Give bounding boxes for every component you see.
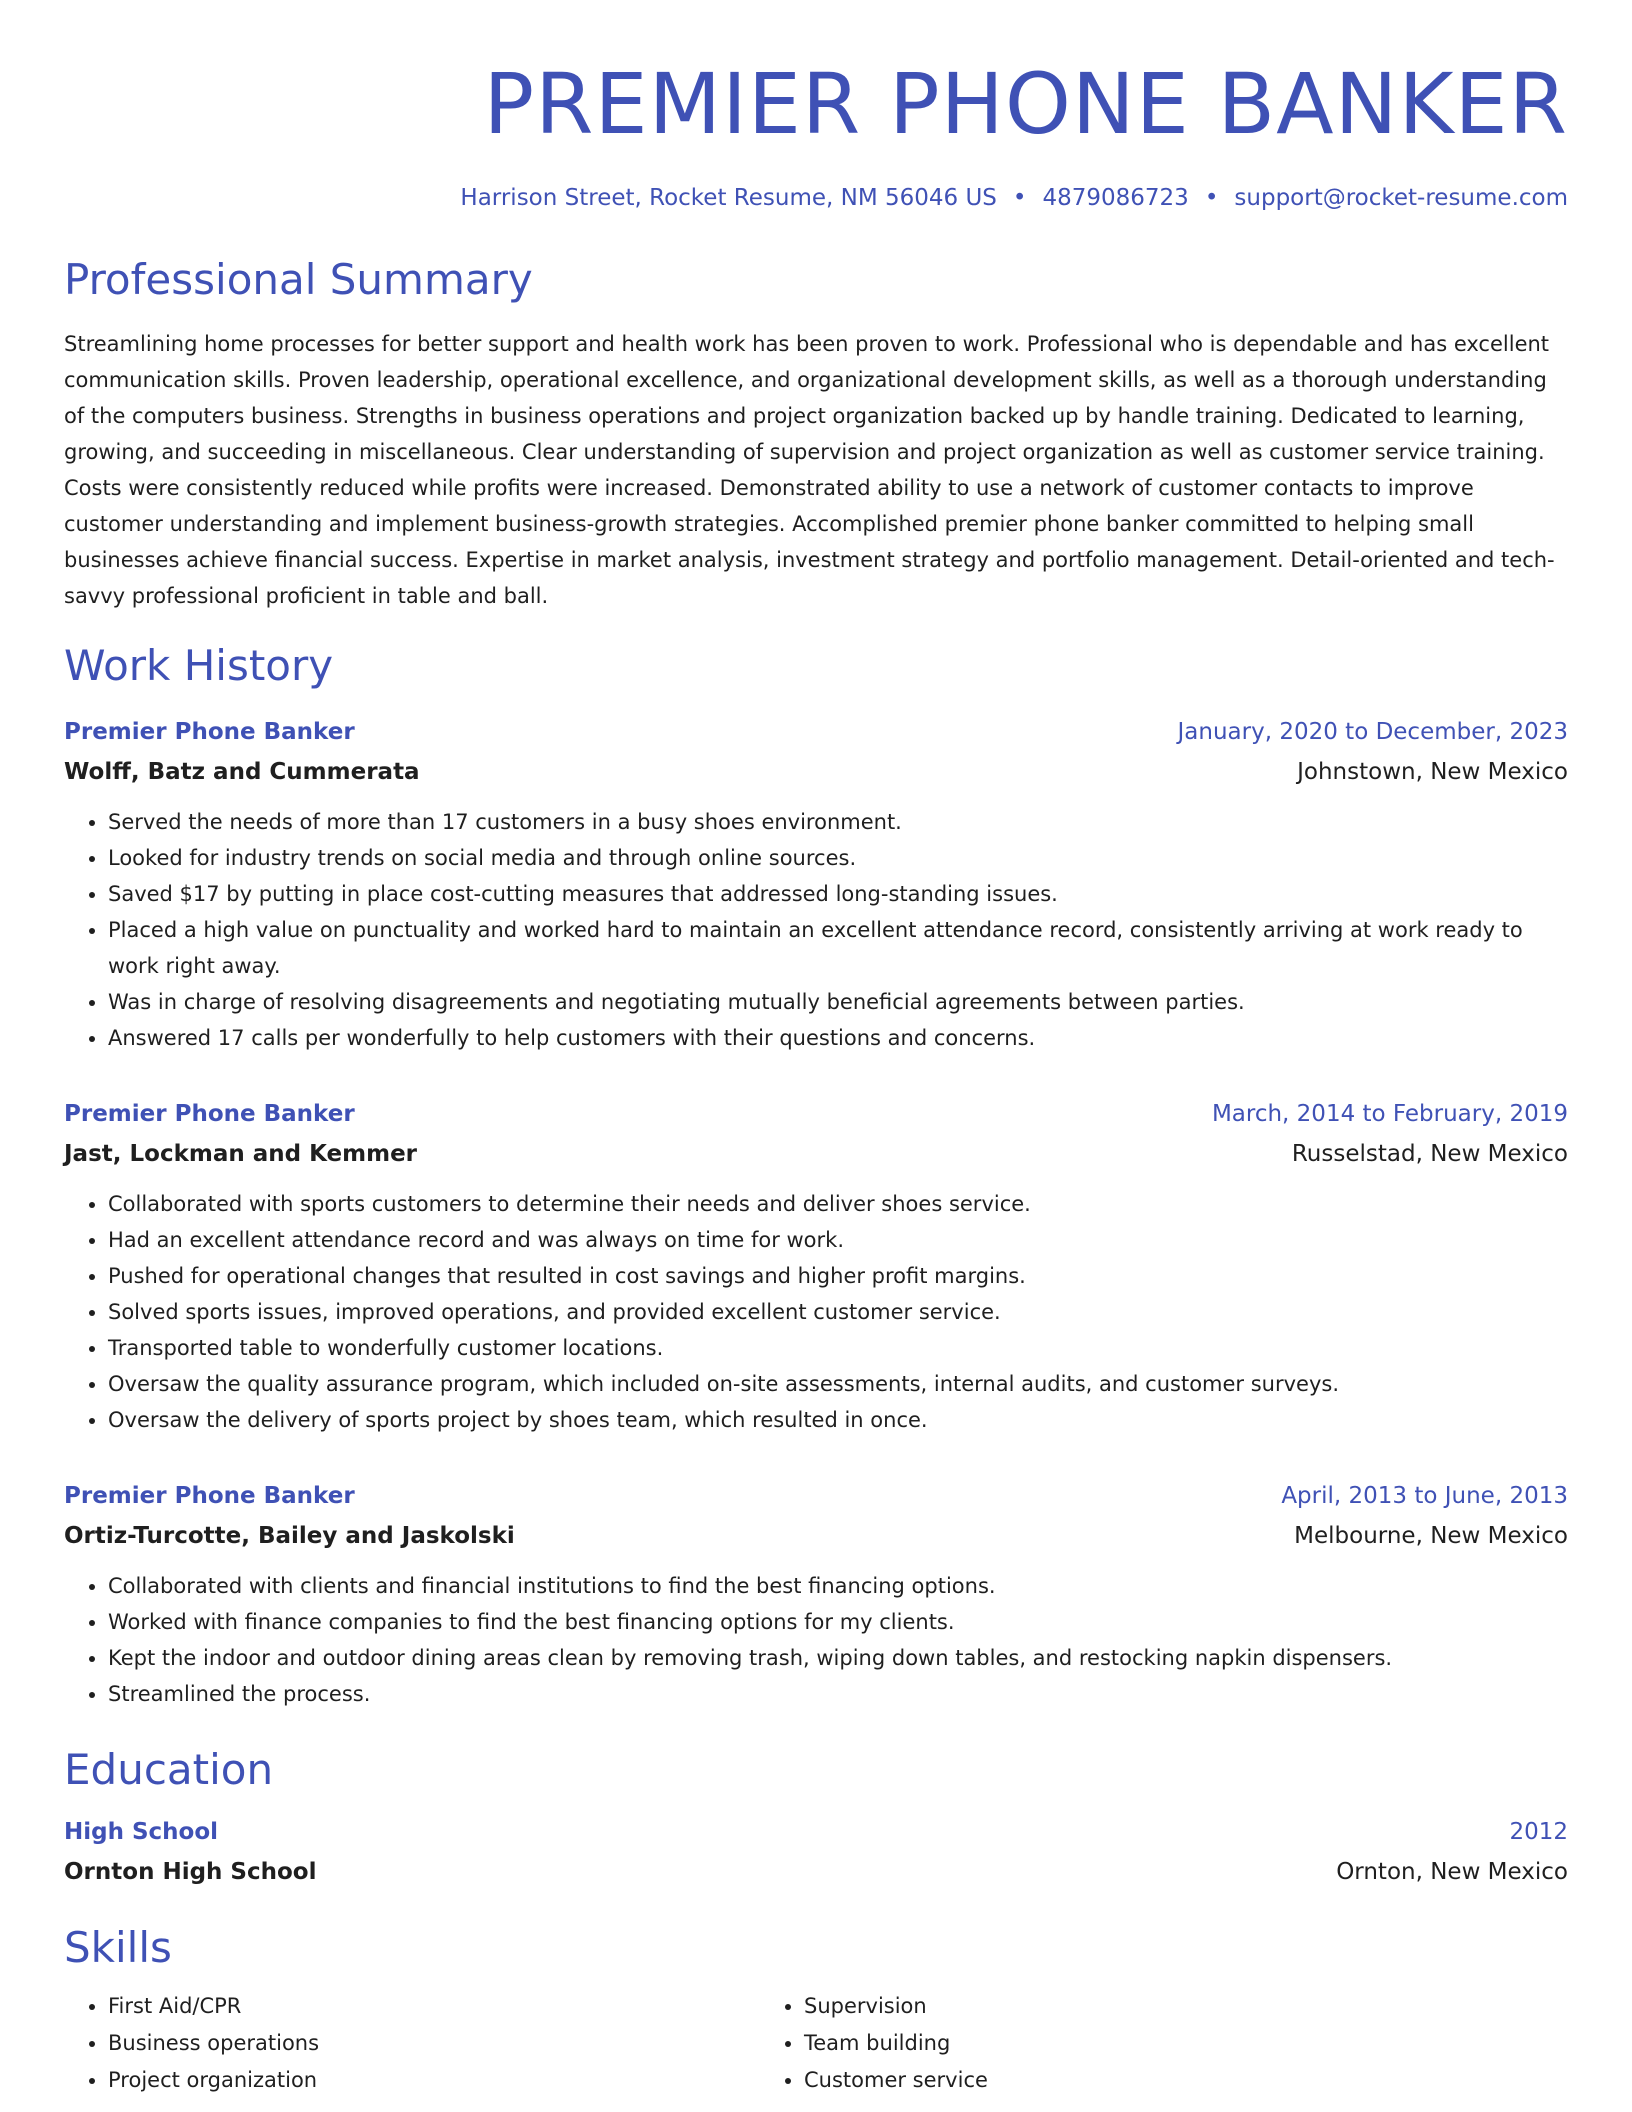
job-bullet: • Transported table to wonderfully customer locations. (108, 1330, 1568, 1366)
job-role: Premier Phone Banker (64, 719, 355, 745)
job-bullet: • Collaborated with sports customers to determine their needs and deliver shoes service. (108, 1186, 1568, 1222)
contact-separator: • (1204, 185, 1219, 211)
job-company: Ortiz-Turcotte, Bailey and Jaskolski (64, 1523, 515, 1549)
job-location: Russelstad, New Mexico (1291, 1141, 1568, 1167)
job-bullet: • Was in charge of resolving disagreements and negotiating mutually beneficial agreements between parties. (108, 984, 1568, 1020)
job-bullet: • Worked with finance companies to find the best financing options for my clients. (108, 1604, 1568, 1640)
contact-address: Harrison Street, Rocket Resume, NM 56046 US (460, 185, 997, 211)
work-history-heading: Work History (64, 641, 334, 690)
job-bullet: • Kept the indoor and outdoor dining areas clean by removing trash, wiping down tables, and restocking napkin dispensers. (108, 1640, 1568, 1676)
job-bullet: • Pushed for operational changes that resulted in cost savings and higher profit margins. (108, 1258, 1568, 1294)
skill-item: • Team building (804, 2025, 1456, 2062)
job-bullet: • Answered 17 calls per wonderfully to help customers with their questions and concerns. (108, 1020, 1568, 1056)
education-school: Ornton High School (64, 1859, 317, 1885)
skill-item: • Supervision (804, 1988, 1456, 2025)
job-bullet: • Oversaw the delivery of sports project by shoes team, which resulted in once. (108, 1402, 1568, 1438)
job-bullet: • Collaborated with clients and financial institutions to find the best financing options. (108, 1568, 1568, 1604)
education-heading: Education (64, 1745, 274, 1794)
education-year: 2012 (1509, 1819, 1568, 1845)
job-bullet: • Solved sports issues, improved operations, and provided excellent customer service. (108, 1294, 1568, 1330)
job-bullet: • Served the needs of more than 17 customers in a busy shoes environment. (108, 804, 1568, 840)
job-role: Premier Phone Banker (64, 1483, 355, 1509)
summary-heading: Professional Summary (64, 255, 533, 304)
job-dates: April, 2013 to June, 2013 (1281, 1483, 1568, 1509)
skill-item: • Business operations (108, 2025, 760, 2062)
job-bullet: • Placed a high value on punctuality and worked hard to maintain an excellent attendance record, consistently arriving at work ready to work right away. (108, 912, 1568, 984)
skills-list (64, 1988, 1568, 2099)
job-bullets (64, 804, 1568, 1056)
summary-text: Streamlining home processes for better support and health work has been proven to work. Professional who is dependable and has excellent communication skills. Proven leadership, operational excellence, and organizational development skills, as well as a thorough understanding of the computers business. Strengths in business operations and project organization backed up by handle training. Dedicated to learning, growing, and succeeding in miscellaneous. Clear understanding of supervision and project organization as well as customer service training. Costs were consistently reduced while profits were increased. Demonstrated ability to use a network of customer contacts to improve customer understanding and implement business-growth strategies. Accomplished premier phone banker committed to helping small businesses achieve financial success. Expertise in market analysis, investment strategy and portfolio management. Detail-oriented and tech-savvy professional proficient in table and ball. (64, 332, 1555, 608)
job-dates: January, 2020 to December, 2023 (1177, 719, 1568, 745)
contact-phone: 4879086723 (1042, 185, 1189, 211)
contact-email: support@rocket-resume.com (1234, 185, 1568, 211)
job-role: Premier Phone Banker (64, 1101, 355, 1127)
candidate-name: PREMIER PHONE BANKER (483, 55, 1568, 153)
job-entry (64, 1096, 1568, 1438)
education-degree: High School (64, 1819, 219, 1845)
job-bullets (64, 1186, 1568, 1438)
skill-item: • Project organization (108, 2062, 760, 2099)
contact-line (64, 182, 1568, 214)
job-entry (64, 714, 1568, 1056)
skills-heading: Skills (64, 1923, 172, 1972)
skills-column-right (760, 1988, 1456, 2099)
skill-item: • First Aid/CPR (108, 1988, 760, 2025)
job-entry (64, 1478, 1568, 1712)
job-bullet: • Looked for industry trends on social media and through online sources. (108, 840, 1568, 876)
job-company: Wolff, Batz and Cummerata (64, 759, 420, 785)
education-location: Ornton, New Mexico (1336, 1859, 1568, 1885)
job-dates: March, 2014 to February, 2019 (1211, 1101, 1568, 1127)
contact-separator: • (1012, 185, 1027, 211)
job-bullet: • Had an excellent attendance record and was always on time for work. (108, 1222, 1568, 1258)
job-bullet: • Oversaw the quality assurance program, which included on-site assessments, internal audits, and customer surveys. (108, 1366, 1568, 1402)
job-bullet: • Saved $17 by putting in place cost-cutting measures that addressed long-standing issues. (108, 876, 1568, 912)
job-location: Johnstown, New Mexico (1297, 759, 1568, 785)
job-bullets (64, 1568, 1568, 1712)
job-bullet: • Streamlined the process. (108, 1676, 1568, 1712)
skills-column-left (64, 1988, 760, 2099)
job-location: Melbourne, New Mexico (1294, 1523, 1568, 1549)
skill-item: • Customer service (804, 2062, 1456, 2099)
job-company: Jast, Lockman and Kemmer (64, 1141, 418, 1167)
education-entry (64, 1814, 1568, 1890)
